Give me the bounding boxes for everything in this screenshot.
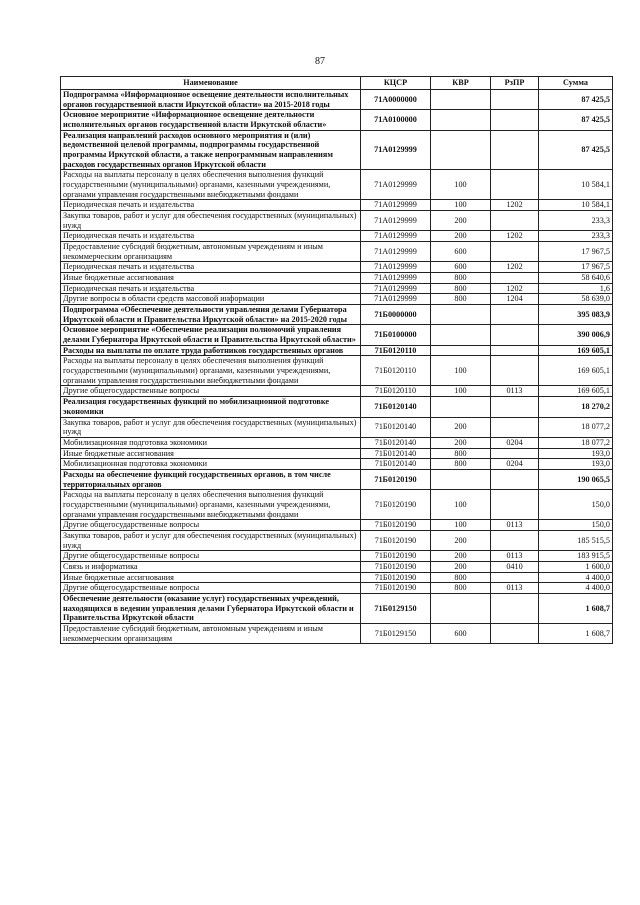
cell-kvr: 200 [431, 417, 491, 437]
cell-kcsr: 71Б0120110 [361, 386, 431, 397]
cell-name: Основное мероприятие «Обеспечение реализации полномочий управления делами Губернатора Иркутской области и Правительства Иркутской области» [61, 325, 361, 345]
cell-kcsr: 71Б0120190 [361, 469, 431, 489]
cell-sum: 87 425,5 [539, 90, 613, 110]
cell-kcsr: 71Б0129150 [361, 593, 431, 623]
cell-rzpr: 0113 [491, 551, 539, 562]
cell-kcsr: 71А0129999 [361, 130, 431, 170]
cell-name: Периодическая печать и издательства [61, 283, 361, 294]
cell-name: Другие общегосударственные вопросы [61, 520, 361, 531]
cell-sum: 1,6 [539, 283, 613, 294]
cell-kcsr: 71Б0120140 [361, 397, 431, 417]
cell-kvr: 600 [431, 242, 491, 262]
cell-kcsr: 71Б0120140 [361, 459, 431, 470]
cell-rzpr: 0113 [491, 520, 539, 531]
cell-sum: 169 605,1 [539, 345, 613, 356]
cell-rzpr [491, 417, 539, 437]
cell-kvr: 800 [431, 294, 491, 305]
cell-name: Закупка товаров, работ и услуг для обеспечения государственных (муниципальных) нужд [61, 530, 361, 550]
cell-sum: 87 425,5 [539, 130, 613, 170]
cell-kcsr: 71А0129999 [361, 273, 431, 284]
table-row [61, 459, 613, 470]
table-row [61, 551, 613, 562]
cell-name: Расходы на обеспечение функций государственных органов, в том числе территориальных органов [61, 469, 361, 489]
cell-rzpr [491, 490, 539, 520]
cell-rzpr [491, 273, 539, 284]
cell-sum: 87 425,5 [539, 110, 613, 130]
cell-sum: 233,3 [539, 211, 613, 231]
cell-sum: 193,0 [539, 448, 613, 459]
cell-name: Подпрограмма «Информационное освещение деятельности исполнительных органов государственной власти Иркутской области» на 2015-2018 годы [61, 90, 361, 110]
cell-kvr: 600 [431, 262, 491, 273]
cell-name: Иные бюджетные ассигнования [61, 572, 361, 583]
cell-kvr: 100 [431, 490, 491, 520]
cell-kvr: 200 [431, 437, 491, 448]
cell-sum: 395 083,9 [539, 305, 613, 325]
cell-kcsr: 71Б0120140 [361, 437, 431, 448]
cell-kvr [431, 130, 491, 170]
cell-sum: 1 608,7 [539, 593, 613, 623]
cell-sum: 185 515,5 [539, 530, 613, 550]
table-row [61, 583, 613, 594]
cell-rzpr [491, 211, 539, 231]
cell-kvr: 800 [431, 273, 491, 284]
cell-kvr: 200 [431, 530, 491, 550]
cell-kvr: 200 [431, 561, 491, 572]
cell-rzpr [491, 593, 539, 623]
header-kvr: КВР [431, 77, 491, 90]
cell-sum: 58 640,6 [539, 273, 613, 284]
table-row [61, 437, 613, 448]
cell-rzpr [491, 110, 539, 130]
cell-rzpr: 1202 [491, 262, 539, 273]
cell-rzpr [491, 356, 539, 386]
table-row [61, 273, 613, 284]
table-row [61, 356, 613, 386]
cell-sum: 17 967,5 [539, 242, 613, 262]
table-row [61, 520, 613, 531]
table-row [61, 469, 613, 489]
cell-kvr: 100 [431, 386, 491, 397]
table-row [61, 90, 613, 110]
cell-name: Мобилизационная подготовка экономики [61, 459, 361, 470]
cell-kcsr: 71А0129999 [361, 211, 431, 231]
cell-rzpr [491, 130, 539, 170]
cell-sum: 4 400,0 [539, 583, 613, 594]
cell-rzpr: 0113 [491, 386, 539, 397]
cell-rzpr [491, 90, 539, 110]
budget-table [60, 76, 613, 644]
cell-name: Периодическая печать и издательства [61, 262, 361, 273]
cell-rzpr [491, 325, 539, 345]
cell-sum: 190 065,5 [539, 469, 613, 489]
cell-kcsr: 71Б0120190 [361, 551, 431, 562]
cell-kcsr: 71Б0120190 [361, 530, 431, 550]
cell-sum: 150,0 [539, 520, 613, 531]
table-row [61, 262, 613, 273]
cell-sum: 150,0 [539, 490, 613, 520]
cell-sum: 18 077,2 [539, 437, 613, 448]
cell-kcsr: 71А0129999 [361, 231, 431, 242]
table-row [61, 448, 613, 459]
cell-kcsr: 71Б0120190 [361, 572, 431, 583]
cell-kvr: 800 [431, 572, 491, 583]
cell-name: Иные бюджетные ассигнования [61, 273, 361, 284]
header-rzpr: РзПР [491, 77, 539, 90]
table-row [61, 593, 613, 623]
table-row [61, 572, 613, 583]
cell-sum: 10 584,1 [539, 170, 613, 200]
cell-rzpr: 0113 [491, 583, 539, 594]
cell-name: Другие общегосударственные вопросы [61, 386, 361, 397]
cell-name: Расходы на выплаты персоналу в целях обеспечения выполнения функций государственными (муниципальными) органами, казенными учреждениями, органами управления государственными внебюджетными фондами [61, 356, 361, 386]
cell-kvr [431, 90, 491, 110]
cell-sum: 10 584,1 [539, 200, 613, 211]
cell-name: Периодическая печать и издательства [61, 231, 361, 242]
cell-name: Закупка товаров, работ и услуг для обеспечения государственных (муниципальных) нужд [61, 211, 361, 231]
cell-kcsr: 71Б0120190 [361, 583, 431, 594]
table-row [61, 561, 613, 572]
table-row [61, 231, 613, 242]
table-row [61, 170, 613, 200]
cell-name: Иные бюджетные ассигнования [61, 448, 361, 459]
cell-kvr [431, 110, 491, 130]
cell-kcsr: 71Б0000000 [361, 305, 431, 325]
cell-rzpr: 1204 [491, 294, 539, 305]
cell-kvr [431, 305, 491, 325]
cell-sum: 233,3 [539, 231, 613, 242]
table-row [61, 386, 613, 397]
table-row [61, 283, 613, 294]
cell-name: Закупка товаров, работ и услуг для обеспечения государственных (муниципальных) нужд [61, 417, 361, 437]
cell-name: Связь и информатика [61, 561, 361, 572]
page-number: 87 [315, 56, 325, 67]
table-row [61, 305, 613, 325]
cell-rzpr [491, 305, 539, 325]
cell-kvr [431, 593, 491, 623]
cell-kcsr: 71Б0120190 [361, 561, 431, 572]
cell-kcsr: 71Б0100000 [361, 325, 431, 345]
cell-rzpr [491, 469, 539, 489]
cell-kvr: 100 [431, 356, 491, 386]
cell-rzpr [491, 397, 539, 417]
cell-sum: 1 600,0 [539, 561, 613, 572]
cell-name: Предоставление субсидий бюджетным, автономным учреждениям и иным некоммерческим организациям [61, 623, 361, 643]
cell-name: Другие вопросы в области средств массовой информации [61, 294, 361, 305]
table-row [61, 417, 613, 437]
cell-sum: 18 077,2 [539, 417, 613, 437]
cell-kvr: 800 [431, 583, 491, 594]
cell-sum: 58 639,0 [539, 294, 613, 305]
cell-kvr: 100 [431, 520, 491, 531]
cell-name: Основное мероприятие «Информационное освещение деятельности исполнительных органов государственной власти Иркутской области» [61, 110, 361, 130]
cell-kcsr: 71Б0120190 [361, 520, 431, 531]
cell-rzpr [491, 170, 539, 200]
cell-name: Расходы на выплаты персоналу в целях обеспечения выполнения функций государственными (муниципальными) органами, казенными учреждениями, органами управления государственными внебюджетными фондами [61, 170, 361, 200]
cell-rzpr [491, 448, 539, 459]
table-body [61, 90, 613, 644]
table-row [61, 530, 613, 550]
cell-rzpr [491, 623, 539, 643]
header-name: Наименование [61, 77, 361, 90]
cell-kcsr: 71А0129999 [361, 200, 431, 211]
cell-kvr [431, 397, 491, 417]
cell-kcsr: 71А0129999 [361, 262, 431, 273]
cell-rzpr: 0410 [491, 561, 539, 572]
cell-name: Расходы на выплаты персоналу в целях обеспечения выполнения функций государственными (муниципальными) органами, казенными учреждениями, органами управления государственными внебюджетными фондами [61, 490, 361, 520]
cell-sum: 183 915,5 [539, 551, 613, 562]
cell-kcsr: 71Б0120110 [361, 345, 431, 356]
cell-rzpr [491, 572, 539, 583]
cell-kvr: 100 [431, 170, 491, 200]
cell-kcsr: 71Б0120140 [361, 417, 431, 437]
cell-rzpr: 1202 [491, 231, 539, 242]
cell-name: Предоставление субсидий бюджетным, автономным учреждениям и иным некоммерческим организациям [61, 242, 361, 262]
cell-kcsr: 71Б0120140 [361, 448, 431, 459]
cell-kvr [431, 325, 491, 345]
cell-kcsr: 71Б0129150 [361, 623, 431, 643]
cell-sum: 18 270,2 [539, 397, 613, 417]
cell-rzpr [491, 242, 539, 262]
cell-sum: 169 605,1 [539, 386, 613, 397]
cell-kvr: 800 [431, 448, 491, 459]
table-row [61, 242, 613, 262]
cell-kcsr: 71А0000000 [361, 90, 431, 110]
cell-kcsr: 71А0129999 [361, 242, 431, 262]
cell-name: Расходы на выплаты по оплате труда работников государственных органов [61, 345, 361, 356]
table-row [61, 345, 613, 356]
cell-kcsr: 71А0129999 [361, 283, 431, 294]
cell-kcsr: 71Б0120110 [361, 356, 431, 386]
cell-name: Подпрограмма «Обеспечение деятельности управления делами Губернатора Иркутской области и Правительства Иркутской области» на 2015-2020 годы [61, 305, 361, 325]
table-row [61, 397, 613, 417]
header-sum: Сумма [539, 77, 613, 90]
cell-rzpr: 0204 [491, 437, 539, 448]
table-row [61, 211, 613, 231]
cell-sum: 390 006,9 [539, 325, 613, 345]
cell-sum: 169 605,1 [539, 356, 613, 386]
table-row [61, 200, 613, 211]
cell-name: Реализация государственных функций по мобилизационной подготовке экономики [61, 397, 361, 417]
cell-rzpr [491, 345, 539, 356]
cell-name: Обеспечение деятельности (оказание услуг) государственных учреждений, находящихся в ведении управления делами Губернатора Иркутской области и Правительства Иркутской области [61, 593, 361, 623]
cell-rzpr [491, 530, 539, 550]
cell-kvr: 800 [431, 459, 491, 470]
cell-kvr: 200 [431, 551, 491, 562]
table-row [61, 325, 613, 345]
cell-kvr [431, 469, 491, 489]
cell-kcsr: 71А0129999 [361, 294, 431, 305]
cell-kvr: 100 [431, 200, 491, 211]
table-row [61, 130, 613, 170]
cell-name: Реализация направлений расходов основного мероприятия и (или) ведомственной целевой программы, подпрограммы государственной программы Иркутской области, а также непрограммным направлениям расходов государственных органов Иркутской области [61, 130, 361, 170]
cell-sum: 17 967,5 [539, 262, 613, 273]
cell-kvr: 200 [431, 211, 491, 231]
cell-rzpr: 0204 [491, 459, 539, 470]
cell-rzpr: 1202 [491, 283, 539, 294]
table-row [61, 110, 613, 130]
cell-kvr [431, 345, 491, 356]
cell-kvr: 600 [431, 623, 491, 643]
cell-sum: 193,0 [539, 459, 613, 470]
cell-sum: 1 608,7 [539, 623, 613, 643]
cell-kcsr: 71Б0120190 [361, 490, 431, 520]
cell-name: Другие общегосударственные вопросы [61, 551, 361, 562]
cell-kcsr: 71А0129999 [361, 170, 431, 200]
header-kcsr: КЦСР [361, 77, 431, 90]
cell-name: Другие общегосударственные вопросы [61, 583, 361, 594]
cell-kvr: 800 [431, 283, 491, 294]
table-row [61, 623, 613, 643]
cell-sum: 4 400,0 [539, 572, 613, 583]
cell-kcsr: 71А0100000 [361, 110, 431, 130]
cell-kvr: 200 [431, 231, 491, 242]
cell-rzpr: 1202 [491, 200, 539, 211]
table-row [61, 294, 613, 305]
cell-name: Мобилизационная подготовка экономики [61, 437, 361, 448]
header-row [61, 77, 613, 90]
table-row [61, 490, 613, 520]
cell-name: Периодическая печать и издательства [61, 200, 361, 211]
